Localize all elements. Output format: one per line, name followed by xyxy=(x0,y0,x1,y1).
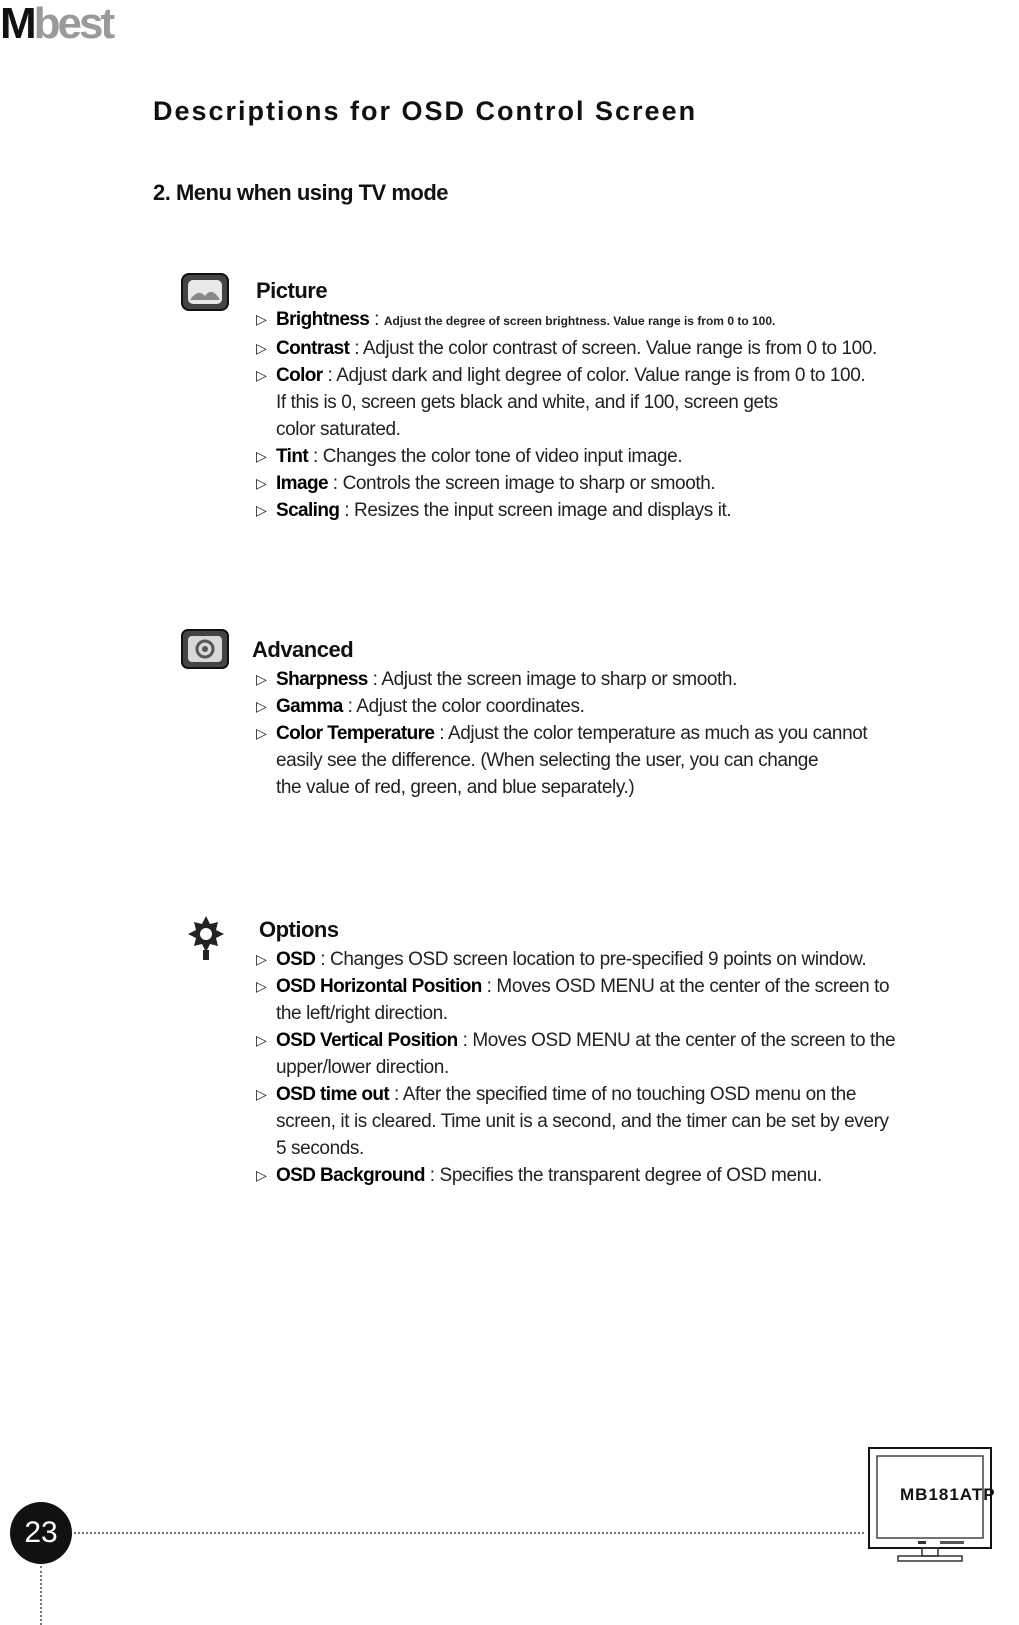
page-subtitle: 2. Menu when using TV mode xyxy=(153,180,449,205)
list-item: ▷ Brightness : Adjust the degree of screen brightness. Value range is from 0 to 100. xyxy=(254,306,974,335)
item-desc-cont: screen, it is cleared. Time unit is a second, and the timer can be set by every xyxy=(276,1111,889,1132)
item-desc-cont: 5 seconds. xyxy=(276,1138,364,1159)
item-desc: Adjust the color contrast of screen. Value range is from 0 to 100. xyxy=(362,338,877,359)
item-term: OSD Background xyxy=(276,1165,425,1186)
advanced-items xyxy=(254,666,974,801)
item-term: Image xyxy=(276,473,328,494)
section-title-advanced: Advanced xyxy=(252,637,354,662)
monitor-icon xyxy=(868,1447,994,1565)
arrow-icon: ▷ xyxy=(256,1086,267,1102)
arrow-icon: ▷ xyxy=(256,951,267,967)
arrow-icon: ▷ xyxy=(256,367,267,383)
logo-letter: M xyxy=(0,0,34,48)
page-title: Descriptions for OSD Control Screen xyxy=(153,96,698,126)
item-desc: Changes OSD screen location to pre-specified 9 points on window. xyxy=(330,949,867,970)
item-term: Contrast xyxy=(276,338,350,359)
item-desc-cont: the value of red, green, and blue separately.) xyxy=(276,777,635,798)
item-desc: Changes the color tone of video input image. xyxy=(322,446,683,467)
list-item: ▷ Sharpness : Adjust the screen image to sharp or smooth. xyxy=(254,666,974,693)
list-item: ▷ Color : Adjust dark and light degree of color. Value range is from 0 to 100. If this is 0, screen gets black and white, and if 100, screen gets color saturated. xyxy=(254,362,974,443)
list-item: ▷ Tint : Changes the color tone of video input image. xyxy=(254,443,974,470)
arrow-icon: ▷ xyxy=(256,1032,267,1048)
list-item: ▷ OSD : Changes OSD screen location to pre-specified 9 points on window. xyxy=(254,946,994,973)
list-item: ▷ Color Temperature : Adjust the color temperature as much as you cannot easily see the difference. (When selecting the user, you can change the value of red, green, and blue separately.) xyxy=(254,720,974,801)
item-desc: Adjust the screen image to sharp or smooth. xyxy=(381,669,737,690)
list-item: ▷ Scaling : Resizes the input screen image and displays it. xyxy=(254,497,974,524)
arrow-icon: ▷ xyxy=(256,725,267,741)
item-term: OSD time out xyxy=(276,1084,390,1105)
section-title-picture: Picture xyxy=(256,278,328,303)
item-desc: Moves OSD MENU at the center of the screen to xyxy=(496,976,890,997)
item-term: OSD Horizontal Position xyxy=(276,976,482,997)
footer-divider xyxy=(74,1532,864,1534)
list-item: ▷ OSD Vertical Position : Moves OSD MENU at the center of the screen to the upper/lower direction. xyxy=(254,1027,994,1081)
item-desc-cont: easily see the difference. (When selecting the user, you can change xyxy=(276,750,819,771)
brand-logo xyxy=(0,2,112,46)
item-term: Color Temperature xyxy=(276,723,435,744)
item-term: Scaling xyxy=(276,500,340,521)
item-desc-cont: color saturated. xyxy=(276,419,401,440)
list-item: ▷ OSD time out : After the specified time of no touching OSD menu on the screen, it is cleared. Time unit is a second, and the timer can be set by every 5 seconds. xyxy=(254,1081,994,1162)
item-term: Gamma xyxy=(276,696,343,717)
arrow-icon: ▷ xyxy=(256,1167,267,1183)
item-desc: Moves OSD MENU at the center of the screen to the xyxy=(472,1030,896,1051)
left-divider xyxy=(40,1566,42,1625)
arrow-icon: ▷ xyxy=(256,311,267,327)
arrow-icon: ▷ xyxy=(256,475,267,491)
item-desc: Adjust dark and light degree of color. Value range is from 0 to 100. xyxy=(336,365,866,386)
item-term: OSD Vertical Position xyxy=(276,1030,458,1051)
item-desc-cont: upper/lower direction. xyxy=(276,1057,449,1078)
page-number: 23 xyxy=(10,1502,72,1564)
arrow-icon: ▷ xyxy=(256,340,267,356)
item-desc: Adjust the color coordinates. xyxy=(356,696,585,717)
item-desc: Adjust the degree of screen brightness. Value range is from 0 to 100. xyxy=(383,314,776,328)
item-desc: After the specified time of no touching OSD menu on the xyxy=(402,1084,857,1105)
list-item: ▷ Gamma : Adjust the color coordinates. xyxy=(254,693,974,720)
item-desc: Adjust the color temperature as much as you cannot xyxy=(447,723,868,744)
list-item: ▷ Contrast : Adjust the color contrast of screen. Value range is from 0 to 100. xyxy=(254,335,974,362)
item-desc: Controls the screen image to sharp or smooth. xyxy=(342,473,716,494)
section-title-options: Options xyxy=(259,917,339,942)
item-term: Sharpness xyxy=(276,669,368,690)
picture-items xyxy=(254,306,974,524)
list-item: ▷ Image : Controls the screen image to sharp or smooth. xyxy=(254,470,974,497)
item-desc-cont: the left/right direction. xyxy=(276,1003,448,1024)
item-desc: Resizes the input screen image and displays it. xyxy=(354,500,732,521)
item-term: Brightness xyxy=(276,309,370,330)
item-desc: Specifies the transparent degree of OSD menu. xyxy=(439,1165,822,1186)
item-term: OSD xyxy=(276,949,316,970)
options-items xyxy=(254,946,994,1189)
arrow-icon: ▷ xyxy=(256,502,267,518)
arrow-icon: ▷ xyxy=(256,978,267,994)
arrow-icon: ▷ xyxy=(256,671,267,687)
item-term: Color xyxy=(276,365,323,386)
list-item: ▷ OSD Background : Specifies the transparent degree of OSD menu. xyxy=(254,1162,994,1189)
item-term: Tint xyxy=(276,446,309,467)
options-icon xyxy=(184,912,228,962)
model-label: MB181ATP xyxy=(900,1485,996,1504)
advanced-icon xyxy=(180,628,230,670)
arrow-icon: ▷ xyxy=(256,448,267,464)
logo-text: best xyxy=(33,0,113,48)
picture-icon xyxy=(180,272,230,312)
list-item: ▷ OSD Horizontal Position : Moves OSD MENU at the center of the screen to the left/right direction. xyxy=(254,973,994,1027)
item-desc-cont: If this is 0, screen gets black and white, and if 100, screen gets xyxy=(276,392,778,413)
arrow-icon: ▷ xyxy=(256,698,267,714)
